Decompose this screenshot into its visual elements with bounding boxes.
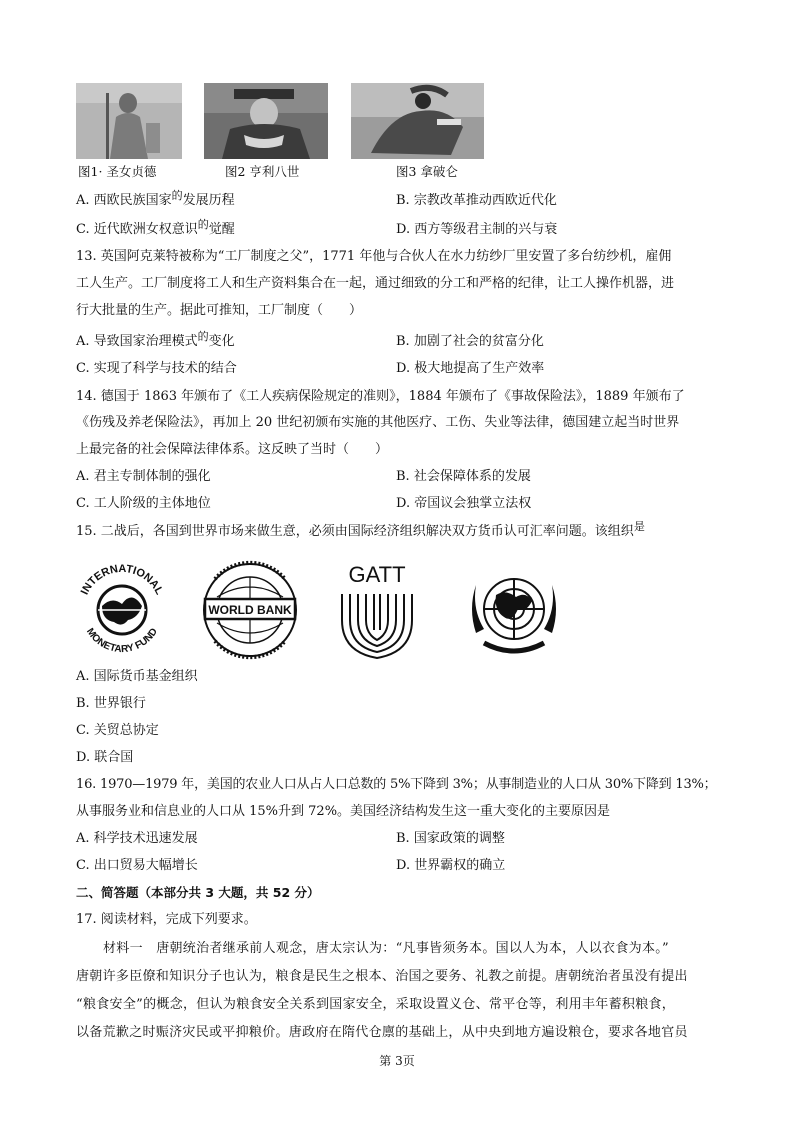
q12-option-a-pre: A. 西欧民族国家 <box>76 193 172 208</box>
q15-option-d: D. 联合国 <box>76 750 134 765</box>
world-bank-logo-text: WORLD BANK <box>208 603 292 617</box>
q16-option-a: A. 科学技术迅速发展 <box>76 831 198 846</box>
q14-line-2: 《伤残及养老保险法》，再加上 20 世纪初颁布实施的其他医疗、工伤、失业等法律，德国建立起当时世界 <box>76 415 680 430</box>
page-number: 第 3页 <box>379 1054 415 1068</box>
united-nations-logo-graphic <box>462 563 566 659</box>
figure-3-caption: 图3 拿破仑 <box>396 164 458 179</box>
q14-option-c: C. 工人阶级的主体地位 <box>76 496 211 511</box>
imf-logo <box>72 560 172 660</box>
henry-viii-photo <box>204 83 328 159</box>
napoleon-image <box>351 83 484 159</box>
q16-option-c: C. 出口贸易大幅增长 <box>76 858 198 873</box>
henry-viii-image <box>204 83 328 159</box>
q15-line-1 <box>76 520 645 541</box>
joan-of-arc-image <box>76 83 182 159</box>
q13-line-3: 行大批量的生产。据此可推知，工厂制度（ ） <box>76 303 363 318</box>
q13-line-1: 13. 英国阿克莱特被称为“工厂制度之父”，1771 年他与合伙人在水力纺纱厂里安置了多台纺纱机，雇佣 <box>76 249 672 264</box>
q14-option-a: A. 君主专制体制的强化 <box>76 469 211 484</box>
figure-2-caption: 图2 亨利八世 <box>225 164 300 179</box>
world-bank-logo <box>197 557 303 663</box>
q16-option-d: D. 世界霸权的确立 <box>396 858 506 873</box>
q12-option-a-sup: 的 <box>171 189 183 202</box>
napoleon-photo <box>351 83 484 159</box>
figure-1-caption: 图1· 圣女贞德 <box>78 164 157 179</box>
q17-material-line-4: 以备荒歉之时赈济灾民或平抑粮价。唐政府在隋代仓廪的基础上，从中央到地方遍设粮仓，要求各地官员 <box>76 1025 688 1040</box>
gatt-logo-text: GATT <box>348 562 406 587</box>
q15-option-c: C. 关贸总协定 <box>76 723 159 738</box>
q13-option-a-post: 变化 <box>208 334 235 349</box>
q13-option-d: D. 极大地提高了生产效率 <box>396 361 545 376</box>
q12-option-d: D. 西方等级君主制的兴与衰 <box>396 222 558 237</box>
q13-option-a-sup: 的 <box>197 330 209 343</box>
q13-option-c: C. 实现了科学与技术的结合 <box>76 361 237 376</box>
imf-logo-top-text: INTERNATIONAL <box>78 563 166 597</box>
q17-intro: 17. 阅读材料，完成下列要求。 <box>76 912 257 927</box>
q12-option-c-sup: 的 <box>197 218 209 231</box>
q13-option-a-pre: A. 导致国家治理模式 <box>76 334 198 349</box>
q12-option-a-post: 发展历程 <box>182 193 235 208</box>
q13-line-2: 工人生产。工厂制度将工人和生产资料集合在一起，通过细致的分工和严格的纪律，让工人操作机器，进 <box>76 276 675 291</box>
q17-material-line-1: 材料一 唐朝统治者继承前人观念，唐太宗认为：“凡事皆须务本。国以人为本，人以衣食为本。” <box>103 941 669 956</box>
q12-option-c <box>76 218 235 239</box>
q15-line-1-text: 15. 二战后，各国到世界市场来做生意，必须由国际经济组织解决双方货币认可汇率问题。该组织 <box>76 524 634 539</box>
q16-line-2: 从事服务业和信息业的人口从 15%升到 72%。美国经济结构发生这一重大变化的主要原因是 <box>76 804 611 819</box>
q14-option-b: B. 社会保障体系的发展 <box>396 469 531 484</box>
united-nations-logo <box>462 563 566 659</box>
q12-option-a <box>76 189 235 210</box>
q15-line-1-sup: 是 <box>633 520 645 533</box>
q16-line-1: 16. 1970—1979 年，美国的农业人口从占人口总数的 5%下降到 3%；从事制造业的人口从 30%下降到 13%； <box>76 777 717 792</box>
imf-logo-graphic <box>72 560 172 660</box>
q15-option-a: A. 国际货币基金组织 <box>76 669 198 684</box>
q15-option-b: B. 世界银行 <box>76 696 146 711</box>
q12-option-b: B. 宗教改革推动西欧近代化 <box>396 193 557 208</box>
joan-of-arc-photo <box>76 83 182 159</box>
q17-material-line-3: “粮食安全”的概念，但认为粮食安全关系到国家安全，采取设置义仓、常平仓等，利用丰年蓄积粮食， <box>76 997 676 1012</box>
q14-line-3: 上最完备的社会保障法律体系。这反映了当时（ ） <box>76 442 389 457</box>
q12-option-c-post: 觉醒 <box>208 222 235 237</box>
imf-logo-bottom-text: MONETARY FUND <box>83 626 161 656</box>
gatt-logo <box>336 560 418 666</box>
section-2-heading: 二、简答题（本部分共 3 大题，共 52 分） <box>76 885 320 900</box>
q16-option-b: B. 国家政策的调整 <box>396 831 505 846</box>
q17-material-line-2: 唐朝许多臣僚和知识分子也认为，粮食是民生之根本、治国之要务、礼教之前提。唐朝统治者虽没有提出 <box>76 969 688 984</box>
q12-option-c-pre: C. 近代欧洲女权意识 <box>76 222 198 237</box>
q14-option-d: D. 帝国议会独掌立法权 <box>396 496 532 511</box>
q13-option-a <box>76 330 235 351</box>
q14-line-1: 14. 德国于 1863 年颁布了《工人疾病保险规定的准则》，1884 年颁布了《事故保险法》，1889 年颁布了 <box>76 389 685 404</box>
q13-option-b: B. 加剧了社会的贫富分化 <box>396 334 544 349</box>
world-bank-logo-graphic <box>197 557 303 663</box>
gatt-logo-graphic <box>336 560 418 666</box>
